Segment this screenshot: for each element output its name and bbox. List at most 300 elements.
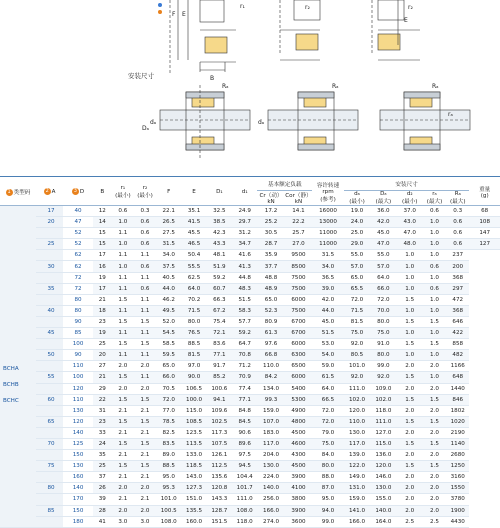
table-cell: 1.1: [134, 305, 156, 316]
cell-D: 140: [63, 483, 93, 494]
col-type-code: 1 类型码: [0, 178, 36, 206]
table-cell: 1.0: [423, 272, 446, 283]
table-cell: 151.0: [181, 494, 206, 505]
table-cell: 166.0: [344, 516, 370, 527]
badge-2: 2: [45, 188, 49, 194]
table-cell: 1250: [446, 461, 469, 472]
table-row: [0, 383, 500, 394]
table-cell: 84.5: [232, 416, 257, 427]
table-cell: 102.0: [370, 394, 396, 405]
table-cell: 4600: [285, 438, 312, 449]
cell-D: 150: [63, 450, 93, 461]
table-row: [0, 261, 500, 272]
table-cell: 94.0: [312, 505, 344, 516]
table-cell: 3.0: [134, 516, 156, 527]
table-cell: 2.0: [397, 405, 423, 416]
table-cell: 1.5: [397, 294, 423, 305]
table-cell: 53.0: [312, 339, 344, 350]
table-cell: 21: [93, 294, 112, 305]
table-row: [0, 494, 500, 505]
group-install: 安装尺寸: [344, 178, 470, 191]
table-cell: 81.5: [344, 316, 370, 327]
install-fig-1: [160, 85, 250, 160]
table-cell: 108.0: [156, 516, 181, 527]
table-cell: 29.7: [232, 217, 257, 228]
table-cell: 131.0: [344, 483, 370, 494]
install-fig-2: [268, 92, 358, 150]
table-cell: 482: [446, 350, 469, 361]
cell-A: [36, 516, 63, 527]
table-cell: 1.0: [397, 250, 423, 261]
table-cell: 66.0: [370, 283, 396, 294]
table-cell: 117.0: [257, 438, 284, 449]
table-cell: 135.5: [181, 505, 206, 516]
table-cell: 0.6: [134, 239, 156, 250]
cell-A: [36, 250, 63, 261]
table-cell: 59.2: [207, 272, 232, 283]
type-code: BCHA: [3, 366, 19, 372]
table-cell: 109.0: [370, 383, 396, 394]
spec-table: [0, 178, 500, 528]
table-cell: 12: [93, 206, 112, 217]
table-cell: 130.0: [344, 427, 370, 438]
table-cell: 17: [93, 283, 112, 294]
table-cell: 35.9: [257, 250, 284, 261]
table-cell: 75.0: [312, 438, 344, 449]
table-row: [0, 516, 500, 527]
table-cell: 1.1: [134, 272, 156, 283]
table-cell: 72.1: [207, 328, 232, 339]
table-cell: 113.5: [181, 438, 206, 449]
table-cell: 2.1: [112, 472, 134, 483]
table-cell: 49.5: [156, 305, 181, 316]
table-cell: 60.7: [207, 283, 232, 294]
table-cell: 130.0: [257, 461, 284, 472]
badge-1: 1: [7, 188, 11, 195]
table-cell: 224.0: [257, 472, 284, 483]
cell-D: 120: [63, 416, 93, 427]
table-cell: 3800: [285, 494, 312, 505]
table-row: [0, 316, 500, 327]
table-cell: 100.6: [207, 383, 232, 394]
table-cell: 42.0: [370, 217, 396, 228]
table-cell: 146.0: [370, 472, 396, 483]
cell-A: [36, 339, 63, 350]
table-cell: 7500: [285, 283, 312, 294]
table-cell: 72.0: [370, 294, 396, 305]
cell-D: 130: [63, 405, 93, 416]
table-cell: 1.1: [112, 328, 134, 339]
table-cell: 1.1: [134, 250, 156, 261]
table-cell: 2680: [446, 450, 469, 461]
table-cell: 1.5: [397, 372, 423, 383]
table-cell: 90.0: [181, 372, 206, 383]
label-Ra-3: Rₐ: [432, 83, 439, 90]
table-cell: 97.5: [232, 450, 257, 461]
table-cell: 11000: [312, 228, 344, 239]
table-cell: 5400: [285, 383, 312, 394]
table-cell: 2.0: [397, 383, 423, 394]
table-cell: 1440: [446, 383, 469, 394]
table-cell: 65.0: [344, 272, 370, 283]
cell-D: 40: [63, 206, 93, 217]
table-cell: 143.3: [207, 494, 232, 505]
table-cell: 115.0: [370, 438, 396, 449]
table-cell: 1.5: [112, 372, 134, 383]
cell-D: 130: [63, 461, 93, 472]
table-cell: 1.1: [112, 350, 134, 361]
table-cell: 8500: [285, 261, 312, 272]
table-cell: 45.5: [181, 228, 206, 239]
table-cell: 80.9: [257, 316, 284, 327]
table-cell: 42.3: [207, 228, 232, 239]
table-cell: 75.0: [370, 328, 396, 339]
table-cell: 43.3: [207, 239, 232, 250]
table-cell: 22.2: [285, 217, 312, 228]
table-cell: 41.3: [232, 261, 257, 272]
label-E: E: [182, 11, 186, 18]
cell-D: 47: [63, 217, 93, 228]
table-cell: 149.0: [344, 472, 370, 483]
table-cell: 64.0: [181, 283, 206, 294]
table-cell: 47.0: [370, 239, 396, 250]
col-speed: 容许转速 rpm (参考): [312, 178, 344, 206]
table-cell: 2.1: [134, 427, 156, 438]
table-cell: 648: [446, 372, 469, 383]
cell-D: 90: [63, 350, 93, 361]
table-cell: 80.0: [370, 350, 396, 361]
table-cell: 2.0: [423, 483, 446, 494]
table-cell: 2.0: [423, 505, 446, 516]
table-cell: 71.2: [232, 361, 257, 372]
cell-D: 62: [63, 250, 93, 261]
table-cell: 24: [93, 438, 112, 449]
table-cell: 127.0: [370, 427, 396, 438]
table-cell: 135.6: [207, 472, 232, 483]
col-ra: rₐ (最大): [423, 191, 446, 206]
table-cell: 2.1: [134, 472, 156, 483]
table-cell: 1.1: [112, 283, 134, 294]
table-row: [0, 328, 500, 339]
cell-A: 25: [36, 239, 63, 250]
table-cell: 4500: [285, 427, 312, 438]
table-cell: 27: [93, 361, 112, 372]
table-cell: 75.0: [344, 328, 370, 339]
table-cell: 6700: [285, 316, 312, 327]
table-cell: 2190: [446, 427, 469, 438]
table-cell: 115.0: [181, 405, 206, 416]
table-cell: 127: [469, 239, 500, 250]
table-cell: 2.0: [397, 361, 423, 372]
table-cell: 1550: [446, 483, 469, 494]
table-cell: 80.0: [181, 316, 206, 327]
cell-A: [36, 450, 63, 461]
table-cell: 2.0: [134, 505, 156, 516]
cell-A: 40: [36, 305, 63, 316]
table-cell: 1.0: [397, 350, 423, 361]
table-cell: 99.0: [312, 516, 344, 527]
table-cell: 25: [93, 339, 112, 350]
table-cell: 14: [93, 217, 112, 228]
bearing-section-1: [170, 0, 236, 75]
table-cell: 106.5: [181, 383, 206, 394]
table-cell: 2.1: [112, 405, 134, 416]
table-cell: 35.1: [181, 206, 206, 217]
table-cell: 1.5: [134, 394, 156, 405]
table-cell: 36.0: [370, 206, 396, 217]
table-cell: 92.0: [370, 372, 396, 383]
table-cell: 120.0: [344, 405, 370, 416]
table-cell: 37.7: [257, 261, 284, 272]
cell-A: 85: [36, 505, 63, 516]
table-cell: 72.0: [312, 405, 344, 416]
table-row: [0, 361, 500, 372]
table-cell: 48.9: [257, 283, 284, 294]
cell-A: 55: [36, 372, 63, 383]
label-r2-c: r₂: [408, 4, 413, 11]
table-cell: 1.1: [112, 305, 134, 316]
cell-D: 72: [63, 272, 93, 283]
table-cell: 95.3: [156, 483, 181, 494]
table-cell: 1.0: [112, 261, 134, 272]
cell-D: 80: [63, 294, 93, 305]
table-cell: 46.5: [181, 239, 206, 250]
table-cell: 97.6: [257, 339, 284, 350]
table-cell: 1.1: [134, 294, 156, 305]
table-cell: 256.0: [257, 494, 284, 505]
table-cell: 90.6: [232, 427, 257, 438]
cell-A: 20: [36, 217, 63, 228]
table-cell: 0.6: [134, 228, 156, 239]
cell-A: 50: [36, 350, 63, 361]
table-cell: 71.5: [181, 305, 206, 316]
table-row: [0, 272, 500, 283]
table-cell: 0.6: [112, 206, 134, 217]
table-cell: 26: [93, 483, 112, 494]
table-cell: 133.0: [181, 450, 206, 461]
table-cell: 64.0: [370, 272, 396, 283]
table-cell: 0.6: [446, 239, 469, 250]
table-cell: 2.5: [423, 516, 446, 527]
table-cell: 130.0: [370, 483, 396, 494]
cell-A: [36, 494, 63, 505]
table-cell: 19.0: [344, 206, 370, 217]
divider: [0, 176, 500, 177]
table-cell: 2.0: [397, 472, 423, 483]
table-cell: 112.5: [207, 461, 232, 472]
table-cell: 1.5: [397, 461, 423, 472]
table-cell: 274.0: [257, 516, 284, 527]
table-cell: 1802: [446, 405, 469, 416]
cell-D: 110: [63, 361, 93, 372]
table-cell: 41.6: [232, 250, 257, 261]
section-label: 安装尺寸: [128, 72, 154, 80]
type-code: BCHB: [3, 382, 19, 388]
col-db: d₂ (最小): [397, 191, 423, 206]
table-cell: 128.7: [207, 505, 232, 516]
table-cell: 59.0: [312, 361, 344, 372]
table-cell: 24.0: [344, 217, 370, 228]
cell-A: 35: [36, 283, 63, 294]
table-cell: 1.1: [134, 328, 156, 339]
table-cell: 38.5: [207, 217, 232, 228]
table-cell: 147: [469, 228, 500, 239]
table-cell: 91.7: [207, 361, 232, 372]
table-cell: 42.0: [312, 294, 344, 305]
table-cell: 19: [93, 272, 112, 283]
table-cell: 6300: [285, 350, 312, 361]
table-cell: 15: [93, 239, 112, 250]
table-cell: 141.0: [344, 505, 370, 516]
table-cell: 1.5: [112, 394, 134, 405]
table-cell: 65.5: [344, 283, 370, 294]
table-cell: 237: [446, 250, 469, 261]
bearing-diagram: [0, 0, 500, 176]
table-cell: 122.0: [344, 461, 370, 472]
table-row: [0, 294, 500, 305]
table-cell: 111.0: [344, 383, 370, 394]
table-cell: 1.0: [423, 228, 446, 239]
table-cell: 80.0: [312, 461, 344, 472]
table-cell: 118.0: [232, 516, 257, 527]
table-cell: 0.6: [134, 283, 156, 294]
table-cell: 0.6: [423, 206, 446, 217]
table-cell: 1.0: [423, 305, 446, 316]
table-cell: 1.0: [423, 328, 446, 339]
table-cell: 1.0: [423, 372, 446, 383]
table-cell: 1.5: [112, 339, 134, 350]
table-cell: 1.5: [134, 316, 156, 327]
table-cell: 4800: [285, 416, 312, 427]
table-cell: 57.7: [232, 316, 257, 327]
table-row: [0, 283, 500, 294]
table-cell: 4100: [285, 483, 312, 494]
label-da-2: dₐ: [258, 119, 265, 126]
table-cell: 54.5: [156, 328, 181, 339]
table-row: [0, 427, 500, 438]
table-cell: 2.0: [134, 361, 156, 372]
cell-A: 70: [36, 438, 63, 449]
table-cell: 31: [93, 405, 112, 416]
cell-A: [36, 427, 63, 438]
table-cell: 48.8: [257, 272, 284, 283]
table-cell: 95.0: [156, 472, 181, 483]
type-code-cell: [0, 206, 36, 528]
table-cell: 140.0: [257, 483, 284, 494]
table-cell: 91.0: [370, 339, 396, 350]
table-cell: 17: [93, 250, 112, 261]
table-cell: 109.6: [207, 405, 232, 416]
table-cell: 4900: [285, 405, 312, 416]
table-cell: 66.5: [312, 394, 344, 405]
table-cell: 48.3: [232, 283, 257, 294]
badge-3: 3: [73, 188, 77, 194]
table-cell: 99.0: [370, 361, 396, 372]
cell-D: 52: [63, 228, 93, 239]
table-cell: 44.0: [312, 305, 344, 316]
group-load: 基本额定负载: [257, 178, 312, 191]
table-cell: 1.5: [134, 416, 156, 427]
table-cell: 108: [469, 217, 500, 228]
table-cell: 84.0: [312, 450, 344, 461]
table-cell: 1.0: [397, 305, 423, 316]
header-row-1: [0, 178, 500, 191]
table-cell: 57.0: [370, 261, 396, 272]
table-cell: 2.1: [134, 405, 156, 416]
table-row: [0, 339, 500, 350]
col-A: 2 A: [36, 178, 63, 206]
table-cell: 82.5: [156, 427, 181, 438]
cell-D: 150: [63, 505, 93, 516]
table-cell: 3900: [285, 472, 312, 483]
table-cell: 25.2: [257, 217, 284, 228]
table-cell: 23: [93, 416, 112, 427]
table-cell: 3.0: [112, 516, 134, 527]
table-cell: 66.0: [156, 372, 181, 383]
table-cell: 139.0: [344, 450, 370, 461]
table-row: [0, 450, 500, 461]
table-cell: 368: [446, 305, 469, 316]
table-cell: 2.0: [397, 427, 423, 438]
table-cell: 17.2: [257, 206, 284, 217]
table-cell: 3600: [285, 516, 312, 527]
cell-D: 140: [63, 427, 93, 438]
table-cell: 140.0: [370, 505, 396, 516]
table-cell: 0.3: [446, 206, 469, 217]
table-cell: 25.0: [344, 228, 370, 239]
table-cell: 0.6: [423, 283, 446, 294]
table-cell: 41.5: [181, 217, 206, 228]
table-cell: 1.0: [112, 239, 134, 250]
table-cell: 2.0: [134, 483, 156, 494]
table-cell: 155.0: [370, 494, 396, 505]
table-cell: 126.1: [207, 450, 232, 461]
table-cell: 111.0: [370, 416, 396, 427]
table-row: [0, 206, 500, 217]
table-cell: 40.5: [156, 272, 181, 283]
table-cell: 4300: [285, 450, 312, 461]
table-cell: 3780: [446, 494, 469, 505]
table-cell: 151.5: [207, 516, 232, 527]
table-row: [0, 461, 500, 472]
table-cell: 4430: [446, 516, 469, 527]
table-cell: 67.2: [207, 305, 232, 316]
table-cell: 14.1: [285, 206, 312, 217]
table-cell: 87.0: [312, 483, 344, 494]
table-cell: 23: [93, 316, 112, 327]
table-cell: 111.0: [232, 494, 257, 505]
cell-A: [36, 361, 63, 372]
table-cell: 102.0: [344, 394, 370, 405]
table-cell: 6000: [285, 372, 312, 383]
table-cell: 2.0: [112, 383, 134, 394]
table-cell: 858: [446, 339, 469, 350]
table-cell: 13000: [312, 217, 344, 228]
table-cell: 1.5: [112, 294, 134, 305]
table-cell: 1.5: [134, 438, 156, 449]
table-cell: 80.0: [370, 316, 396, 327]
table-cell: 62.5: [181, 272, 206, 283]
table-cell: 58.5: [156, 339, 181, 350]
table-cell: 6000: [285, 294, 312, 305]
table-cell: 43.0: [397, 217, 423, 228]
table-cell: 1.0: [397, 272, 423, 283]
table-cell: 1.5: [397, 416, 423, 427]
table-cell: 1.5: [423, 461, 446, 472]
table-cell: 166.0: [257, 505, 284, 516]
table-cell: 25.7: [285, 228, 312, 239]
table-cell: 2.0: [423, 383, 446, 394]
